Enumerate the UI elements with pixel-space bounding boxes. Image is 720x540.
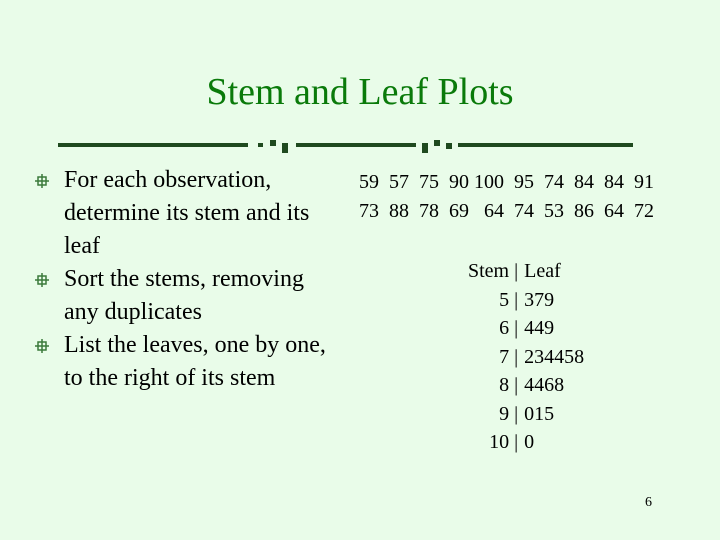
leaf-cell: 0 (524, 431, 535, 453)
stem-leaf-row (468, 314, 584, 343)
stem-leaf-row (468, 400, 584, 429)
bullet-text: Sort the stems, removing any duplicates (64, 266, 304, 325)
stem-leaf-row (468, 286, 584, 315)
stem-header: Stem | (468, 260, 519, 282)
stem-leaf-header (468, 257, 584, 286)
bullet-text: List the leaves, one by one, to the right of its stem (64, 332, 326, 391)
bullet-item (34, 329, 334, 395)
ornament-bullet-icon (34, 173, 50, 189)
stem-leaf-row (468, 428, 584, 457)
stem-cell: 5 | (499, 288, 519, 311)
page-number: 6 (645, 495, 652, 510)
ornament-bullet-icon (34, 272, 50, 288)
stem-leaf-row (468, 343, 584, 372)
leaf-cell: 015 (524, 402, 555, 425)
bullet-text: For each observation, determine its stem and its leaf (64, 167, 310, 259)
stem-cell: 7 | (499, 345, 519, 368)
stem-cell: 6 | (499, 317, 519, 339)
decorative-divider (58, 140, 633, 154)
stem-cell: 10 | (489, 431, 519, 453)
leaf-header: Leaf (524, 260, 561, 282)
leaf-cell: 4468 (524, 374, 565, 396)
observation-data (359, 168, 654, 226)
slide-title: Stem and Leaf Plots (206, 71, 514, 113)
ornament-bullet-icon (34, 338, 50, 354)
leaf-cell: 379 (524, 288, 555, 311)
stem-cell: 9 | (499, 402, 519, 425)
stem-leaf-row (468, 371, 584, 400)
bullet-list (34, 164, 334, 395)
bullet-item (34, 263, 334, 329)
leaf-cell: 449 (524, 317, 555, 339)
leaf-cell: 234458 (524, 345, 585, 368)
observation-line-2: 73 88 78 69 64 74 53 86 64 72 (359, 200, 654, 222)
stem-cell: 8 | (499, 374, 519, 396)
bullet-item (34, 164, 334, 263)
stem-leaf-plot (468, 257, 584, 457)
observation-line-1: 59 57 75 90 100 95 74 84 84 91 (359, 171, 654, 193)
